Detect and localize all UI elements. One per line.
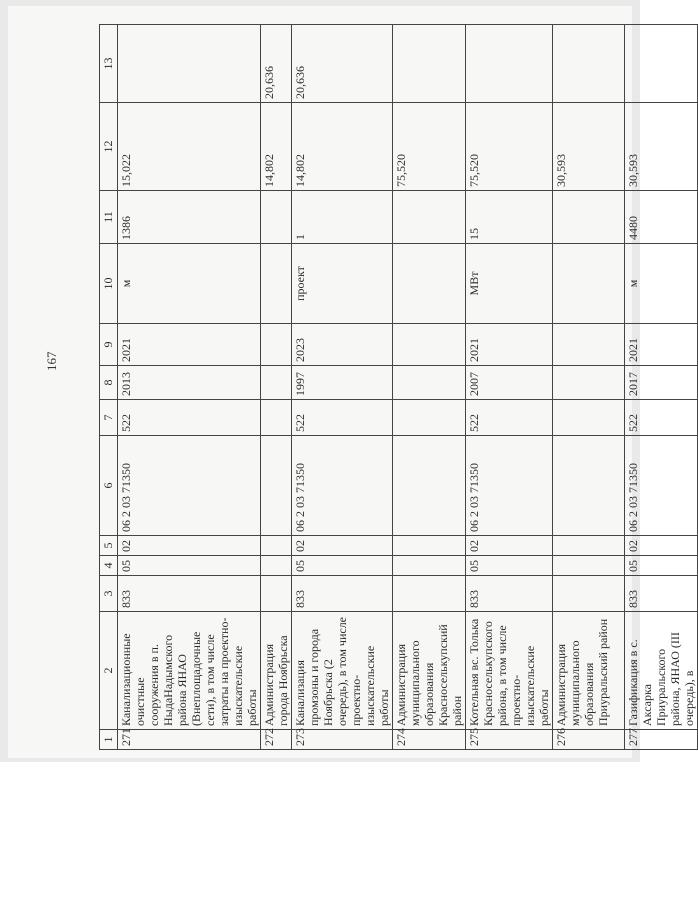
header-cell: 8 (100, 366, 118, 400)
table-cell: 02 (292, 536, 393, 556)
table-cell: Канализационные очистные сооружения в п. НыдаНадымского района ЯНАО (Внеплощадочные сети), в том числе затраты на проектно-изыскательские работы (118, 612, 261, 730)
rotated-table-frame (99, 25, 696, 750)
table-row (625, 25, 698, 750)
table-cell (393, 366, 466, 400)
table-cell: 75,520 (466, 103, 553, 191)
table-cell (261, 556, 292, 576)
table-cell: Администрация города Ноябрьска (261, 612, 292, 730)
table-cell (261, 191, 292, 244)
table-cell (393, 436, 466, 536)
table-cell: 20,636 (261, 25, 292, 103)
table-cell (553, 244, 625, 324)
table-cell: 05 (625, 556, 698, 576)
table-cell: 05 (292, 556, 393, 576)
header-cell: 10 (100, 244, 118, 324)
header-cell: 3 (100, 576, 118, 612)
table-cell: проект (292, 244, 393, 324)
table-cell: 1 (292, 191, 393, 244)
budget-table (99, 24, 698, 750)
table-cell: 522 (625, 400, 698, 436)
table-cell: м (625, 244, 698, 324)
table-cell: 833 (625, 576, 698, 612)
header-cell: 1 (100, 730, 118, 750)
table-cell (261, 400, 292, 436)
table-cell (553, 366, 625, 400)
table-cell (553, 191, 625, 244)
table-cell (553, 324, 625, 366)
table-cell: 522 (466, 400, 553, 436)
table-cell (393, 324, 466, 366)
table-cell: МВт (466, 244, 553, 324)
header-cell: 7 (100, 400, 118, 436)
header-cell: 2 (100, 612, 118, 730)
table-cell: 30,593 (625, 103, 698, 191)
table-cell (261, 244, 292, 324)
table-cell (261, 576, 292, 612)
table-cell: 522 (118, 400, 261, 436)
table-cell: 271 (118, 730, 261, 750)
table-cell: м (118, 244, 261, 324)
table-cell: 273 (292, 730, 393, 750)
table-cell: 05 (118, 556, 261, 576)
table-cell: 272 (261, 730, 292, 750)
table-cell (393, 556, 466, 576)
table-cell: Канализация промзоны и города Ноябрьска (2 очередь), в том числе проектно-изыскательские работы (292, 612, 393, 730)
header-cell: 6 (100, 436, 118, 536)
header-cell: 5 (100, 536, 118, 556)
header-cell: 11 (100, 191, 118, 244)
table-cell: Администрация муниципального образования Красноселькупский район (393, 612, 466, 730)
table-cell: 1997 (292, 366, 393, 400)
header-cell: 9 (100, 324, 118, 366)
table-cell: 06 2 03 71350 (625, 436, 698, 536)
table-cell: 06 2 03 71350 (292, 436, 393, 536)
table-cell (261, 436, 292, 536)
table-cell (393, 400, 466, 436)
header-row (100, 25, 118, 750)
table-cell: Администрация муниципального образования Приуральский район (553, 612, 625, 730)
table-cell: 522 (292, 400, 393, 436)
table-cell: 14,802 (261, 103, 292, 191)
table-cell: 274 (393, 730, 466, 750)
table-cell: 2023 (292, 324, 393, 366)
table-cell (393, 191, 466, 244)
table-cell: 06 2 03 71350 (466, 436, 553, 536)
table-row (553, 25, 625, 750)
table-cell (393, 25, 466, 103)
table-row (261, 25, 292, 750)
table-row (466, 25, 553, 750)
header-cell: 4 (100, 556, 118, 576)
table-cell: 2021 (625, 324, 698, 366)
header-cell: 12 (100, 103, 118, 191)
table-cell: 30,593 (553, 103, 625, 191)
table-cell: 02 (466, 536, 553, 556)
table-cell: Котельная вс. Толька Красноселькупского района, в том числе проектно-изыскательские работы (466, 612, 553, 730)
table-cell (261, 536, 292, 556)
table-cell: 2021 (118, 324, 261, 366)
table-cell: Газификация в с. Аксарка Приуральского района, ЯНАО (III очередь), в (625, 612, 698, 730)
header-cell: 13 (100, 25, 118, 103)
table-cell: 05 (466, 556, 553, 576)
table-cell: 06 2 03 71350 (118, 436, 261, 536)
table-cell: 75,520 (393, 103, 466, 191)
table-cell: 833 (292, 576, 393, 612)
table-cell: 275 (466, 730, 553, 750)
table-cell: 833 (118, 576, 261, 612)
table-cell: 15,022 (118, 103, 261, 191)
table-cell: 1386 (118, 191, 261, 244)
table-cell (261, 366, 292, 400)
table-cell: 02 (625, 536, 698, 556)
table-cell (393, 244, 466, 324)
page-number: 167 (44, 351, 59, 371)
table-cell: 2007 (466, 366, 553, 400)
table-cell: 276 (553, 730, 625, 750)
table-cell: 4480 (625, 191, 698, 244)
table-cell (393, 536, 466, 556)
table-cell: 277 (625, 730, 698, 750)
table-cell (553, 556, 625, 576)
table-cell (625, 25, 698, 103)
table-cell: 2021 (466, 324, 553, 366)
table-cell: 2013 (118, 366, 261, 400)
table-row (292, 25, 393, 750)
table-cell: 02 (118, 536, 261, 556)
table-cell (553, 436, 625, 536)
table-cell: 15 (466, 191, 553, 244)
table-cell (553, 25, 625, 103)
table-row (118, 25, 261, 750)
table-cell (118, 25, 261, 103)
table-cell (553, 576, 625, 612)
table-cell (393, 576, 466, 612)
table-cell: 833 (466, 576, 553, 612)
table-cell (466, 25, 553, 103)
table-cell (553, 400, 625, 436)
table-cell: 2017 (625, 366, 698, 400)
table-cell (553, 536, 625, 556)
table-cell (261, 324, 292, 366)
table-row (393, 25, 466, 750)
table-cell: 14,802 (292, 103, 393, 191)
table-cell: 20,636 (292, 25, 393, 103)
